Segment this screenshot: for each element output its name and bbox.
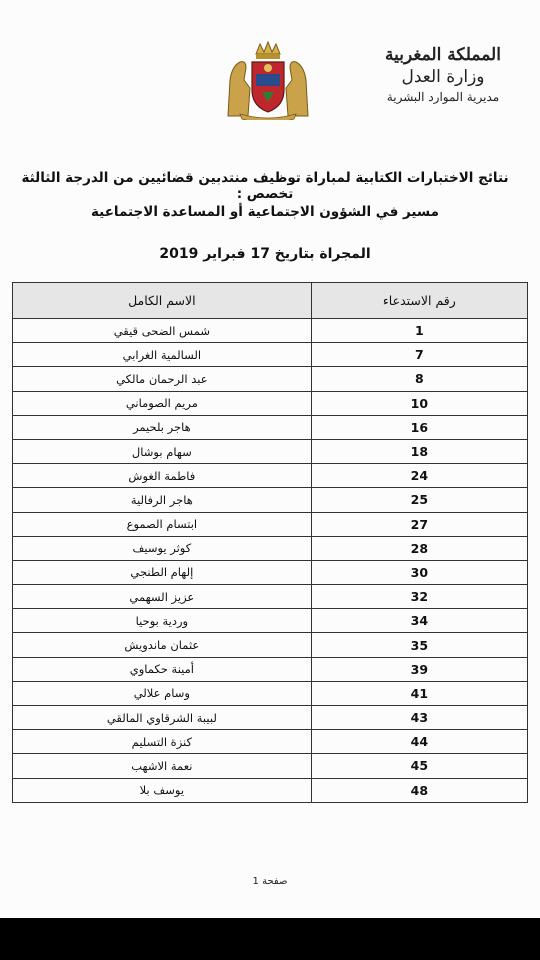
bottom-bar: [0, 918, 540, 960]
ministry-line-justice: وزارة العدل: [401, 67, 485, 87]
full-name-cell: فاطمة الغوش: [13, 464, 312, 488]
full-name-cell: شمس الضحى قيقي: [13, 319, 312, 343]
ministry-line-directorate: مديرية الموارد البشرية: [386, 90, 500, 104]
full-name-cell: أمينة حكماوي: [13, 657, 312, 681]
full-name-cell: وردية بوحيا: [13, 609, 312, 633]
convocation-number-cell: 32: [311, 585, 527, 609]
results-table: [12, 282, 528, 803]
convocation-number-cell: 35: [311, 633, 527, 657]
table-row: [13, 343, 528, 367]
table-row: [13, 488, 528, 512]
convocation-number-cell: 24: [311, 464, 527, 488]
table-row: [13, 439, 528, 463]
table-row: [13, 609, 528, 633]
convocation-number-cell: 7: [311, 343, 527, 367]
convocation-number-cell: 34: [311, 609, 527, 633]
full-name-cell: هاجر الرفالية: [13, 488, 312, 512]
exam-date: المجراة بتاريخ 17 فبراير 2019: [159, 246, 371, 262]
convocation-number-cell: 8: [311, 367, 527, 391]
convocation-number-cell: 28: [311, 536, 527, 560]
full-name-cell: السالمية الغرابي: [13, 343, 312, 367]
convocation-number-cell: 10: [311, 391, 527, 415]
column-header-convocation-number: رقم الاستدعاء: [311, 283, 527, 319]
page-number: صفحة 1: [252, 876, 288, 887]
convocation-number-cell: 25: [311, 488, 527, 512]
table-header-row: [13, 283, 528, 319]
full-name-cell: عزيز السهمي: [13, 585, 312, 609]
table-row: [13, 778, 528, 802]
table-row: [13, 730, 528, 754]
full-name-cell: عبد الرحمان مالكي: [13, 367, 312, 391]
table-row: [13, 560, 528, 584]
convocation-number-cell: 18: [311, 439, 527, 463]
table-row: [13, 415, 528, 439]
ministry-line-kingdom: المملكة المغربية: [385, 45, 501, 65]
table-row: [13, 512, 528, 536]
results-title-line-1: نتائج الاختبارات الكتابية لمباراة توظيف منتدبين قضائيين من الدرجة الثالثة تخصص :: [21, 170, 509, 202]
convocation-number-cell: 30: [311, 560, 527, 584]
full-name-cell: يوسف بلا: [13, 778, 312, 802]
table-row: [13, 585, 528, 609]
full-name-cell: نعمة الاشهب: [13, 754, 312, 778]
full-name-cell: إلهام الطنجي: [13, 560, 312, 584]
table-row: [13, 754, 528, 778]
full-name-cell: لبيبة الشرقاوي المالقي: [13, 706, 312, 730]
convocation-number-cell: 16: [311, 415, 527, 439]
full-name-cell: هاجر بلحيمر: [13, 415, 312, 439]
convocation-number-cell: 43: [311, 706, 527, 730]
table-row: [13, 633, 528, 657]
convocation-number-cell: 1: [311, 319, 527, 343]
ministry-header: [368, 44, 518, 106]
table-row: [13, 657, 528, 681]
full-name-cell: عثمان ماندويش: [13, 633, 312, 657]
table-row: [13, 464, 528, 488]
convocation-number-cell: 48: [311, 778, 527, 802]
full-name-cell: ابتسام الصموع: [13, 512, 312, 536]
coat-of-arms-icon: [222, 40, 314, 120]
full-name-cell: وسام علالي: [13, 681, 312, 705]
convocation-number-cell: 41: [311, 681, 527, 705]
full-name-cell: كوثر يوسيف: [13, 536, 312, 560]
convocation-number-cell: 39: [311, 657, 527, 681]
convocation-number-cell: 45: [311, 754, 527, 778]
table-row: [13, 391, 528, 415]
table-row: [13, 367, 528, 391]
table-row: [13, 319, 528, 343]
full-name-cell: سهام بوشال: [13, 439, 312, 463]
table-row: [13, 536, 528, 560]
table-row: [13, 681, 528, 705]
results-title-line-2: مسير في الشؤون الاجتماعية أو المساعدة الاجتماعية: [91, 204, 439, 220]
convocation-number-cell: 44: [311, 730, 527, 754]
column-header-full-name: الاسم الكامل: [13, 283, 312, 319]
convocation-number-cell: 27: [311, 512, 527, 536]
table-row: [13, 706, 528, 730]
full-name-cell: كنزة التسليم: [13, 730, 312, 754]
full-name-cell: مريم الصوماني: [13, 391, 312, 415]
